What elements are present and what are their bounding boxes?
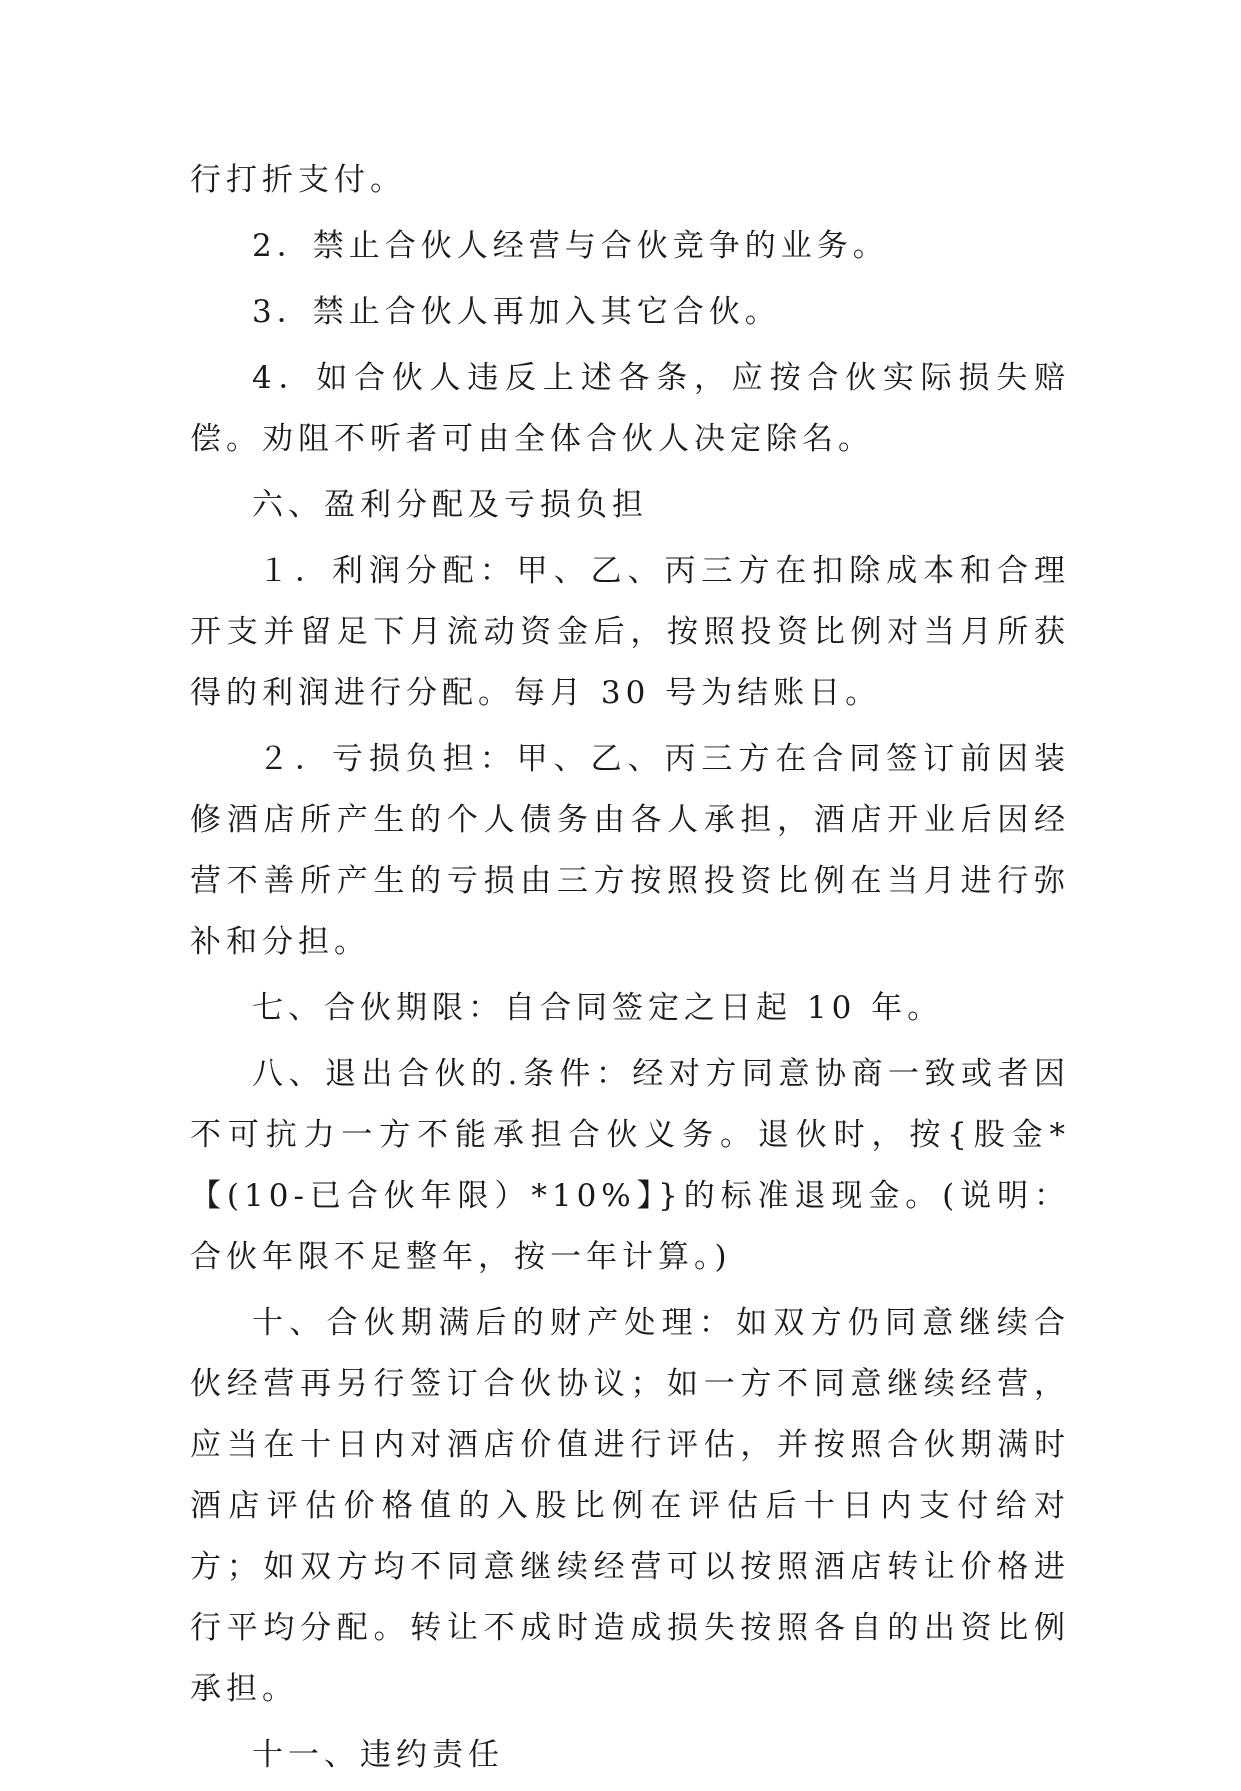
clause-5-2: 2．禁止合伙人经营与合伙竞争的业务。	[252, 228, 889, 264]
section-8-withdrawal: 八、退出合伙的.条件：经对方同意协商一致或者因不可抗力一方不能承担合伙义务。退伙时，按{股金*【(10-已合伙年限）*10%】}的标准退现金。(说明：合伙年限不足整年，按一年计算。)	[190, 1056, 1070, 1275]
section-10-property: 十、合伙期满后的财产处理：如双方仍同意继续合伙经营再另行签订合伙协议；如一方不同意继续经营，应当在十日内对酒店价值进行评估，并按照合伙期满时酒店评估价格值的入股比例在评估后十日内支付给对方；如双方均不同意继续经营可以按照酒店转让价格进行平均分配。转让不成时造成损失按照各自的出资比例承担。	[190, 1305, 1070, 1707]
clause-6-2: ２．亏损负担：甲、乙、丙三方在合同签订前因装修酒店所产生的个人债务由各人承担，酒店开业后因经营不善所产生的亏损由三方按照投资比例在当月进行弥补和分担。	[190, 741, 1070, 960]
paragraph-continuation: 行打折支付。	[190, 162, 406, 198]
document-body	[190, 150, 1070, 1791]
clause-5-4: 4．如合伙人违反上述各条，应按合伙实际损失赔偿。劝阻不听者可由全体合伙人决定除名。	[190, 360, 1070, 457]
section-heading-6: 六、盈利分配及亏损负担	[252, 487, 648, 523]
section-heading-11: 十一、违约责任	[252, 1737, 504, 1773]
section-7-term: 七、合伙期限：自合同签定之日起 10 年。	[252, 990, 944, 1026]
clause-6-1: １．利润分配：甲、乙、丙三方在扣除成本和合理开支并留足下月流动资金后，按照投资比例对当月所获得的利润进行分配。每月 30 号为结账日。	[190, 553, 1070, 711]
clause-5-3: 3．禁止合伙人再加入其它合伙。	[252, 294, 781, 330]
